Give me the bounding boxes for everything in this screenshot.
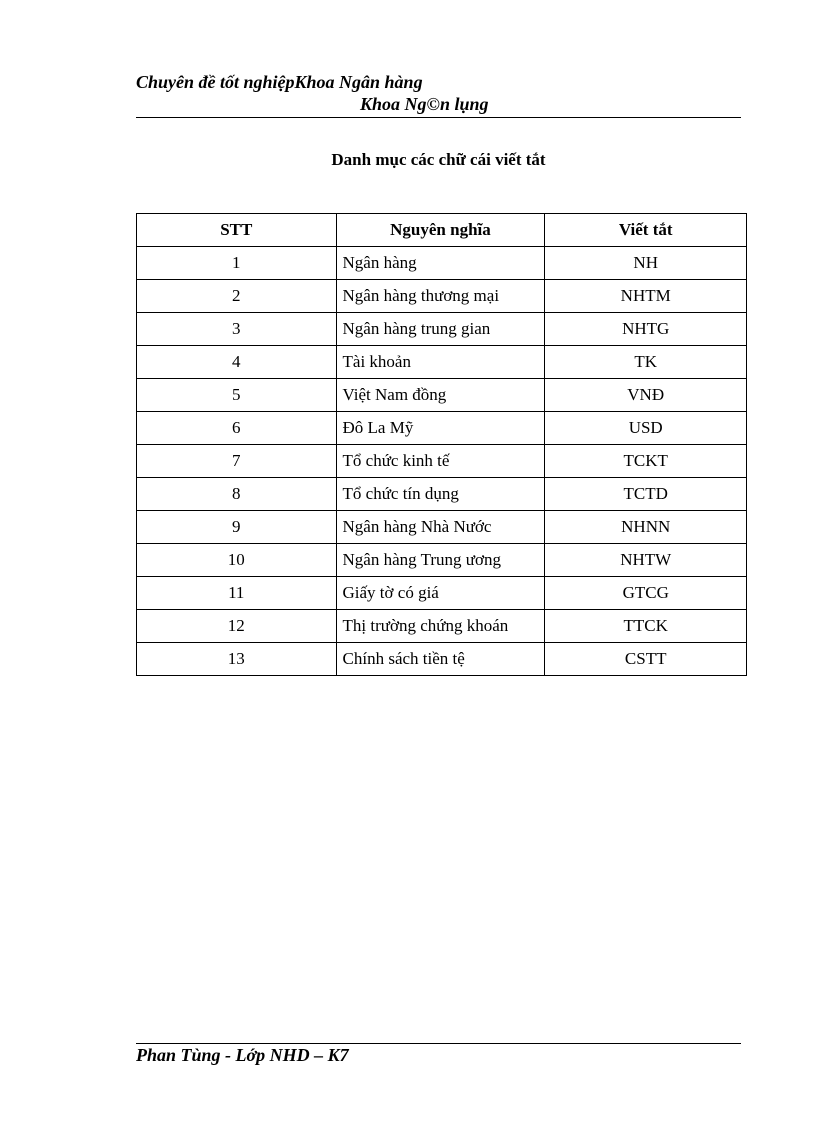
cell-abbreviation: CSTT — [545, 643, 747, 676]
table-row — [137, 346, 747, 379]
cell-stt: 4 — [137, 346, 337, 379]
cell-meaning: Ngân hàng thương mại — [336, 280, 545, 313]
column-header-stt: STT — [137, 214, 337, 247]
cell-abbreviation: NH — [545, 247, 747, 280]
table-row — [137, 544, 747, 577]
cell-abbreviation: USD — [545, 412, 747, 445]
cell-stt: 12 — [137, 610, 337, 643]
cell-abbreviation: VNĐ — [545, 379, 747, 412]
header-line-2: Khoa Ng©n lụng — [360, 94, 489, 114]
cell-meaning: Tổ chức kinh tế — [336, 445, 545, 478]
footer-rule — [136, 1043, 741, 1044]
table-header-row — [137, 214, 747, 247]
cell-stt: 6 — [137, 412, 337, 445]
cell-meaning: Tổ chức tín dụng — [336, 478, 545, 511]
cell-stt: 9 — [137, 511, 337, 544]
cell-meaning: Chính sách tiền tệ — [336, 643, 545, 676]
cell-meaning: Ngân hàng — [336, 247, 545, 280]
header-rule — [136, 117, 741, 118]
table-row — [137, 577, 747, 610]
cell-meaning: Ngân hàng Trung ương — [336, 544, 545, 577]
table-row — [137, 511, 747, 544]
table-row — [137, 247, 747, 280]
cell-meaning: Giấy tờ có giá — [336, 577, 545, 610]
column-header-abbreviation: Viết tắt — [545, 214, 747, 247]
table-row — [137, 478, 747, 511]
table-row — [137, 610, 747, 643]
cell-abbreviation: NHNN — [545, 511, 747, 544]
table-row — [137, 313, 747, 346]
table-row — [137, 379, 747, 412]
cell-meaning: Tài khoản — [336, 346, 545, 379]
cell-abbreviation: TK — [545, 346, 747, 379]
cell-meaning: Ngân hàng Nhà Nước — [336, 511, 545, 544]
cell-stt: 10 — [137, 544, 337, 577]
cell-abbreviation: GTCG — [545, 577, 747, 610]
cell-stt: 5 — [137, 379, 337, 412]
cell-stt: 7 — [137, 445, 337, 478]
column-header-meaning: Nguyên nghĩa — [336, 214, 545, 247]
header-line-1: Chuyên đề tốt nghiệpKhoa Ngân hàng — [136, 72, 423, 92]
cell-abbreviation: NHTM — [545, 280, 747, 313]
footer-text: Phan Tùng - Lớp NHD – K7 — [136, 1045, 349, 1065]
abbreviation-table — [136, 213, 747, 676]
table-body — [137, 247, 747, 676]
cell-meaning: Việt Nam đồng — [336, 379, 545, 412]
cell-meaning: Thị trường chứng khoán — [336, 610, 545, 643]
cell-stt: 8 — [137, 478, 337, 511]
table-row — [137, 445, 747, 478]
cell-meaning: Đô La Mỹ — [336, 412, 545, 445]
cell-abbreviation: TCTD — [545, 478, 747, 511]
table-row — [137, 412, 747, 445]
cell-stt: 11 — [137, 577, 337, 610]
cell-abbreviation: TTCK — [545, 610, 747, 643]
page-title: Danh mục các chữ cái viết tắt — [331, 150, 546, 169]
cell-stt: 3 — [137, 313, 337, 346]
cell-stt: 1 — [137, 247, 337, 280]
cell-meaning: Ngân hàng trung gian — [336, 313, 545, 346]
cell-abbreviation: NHTW — [545, 544, 747, 577]
cell-stt: 2 — [137, 280, 337, 313]
cell-abbreviation: TCKT — [545, 445, 747, 478]
cell-abbreviation: NHTG — [545, 313, 747, 346]
table-row — [137, 280, 747, 313]
table-row — [137, 643, 747, 676]
cell-stt: 13 — [137, 643, 337, 676]
